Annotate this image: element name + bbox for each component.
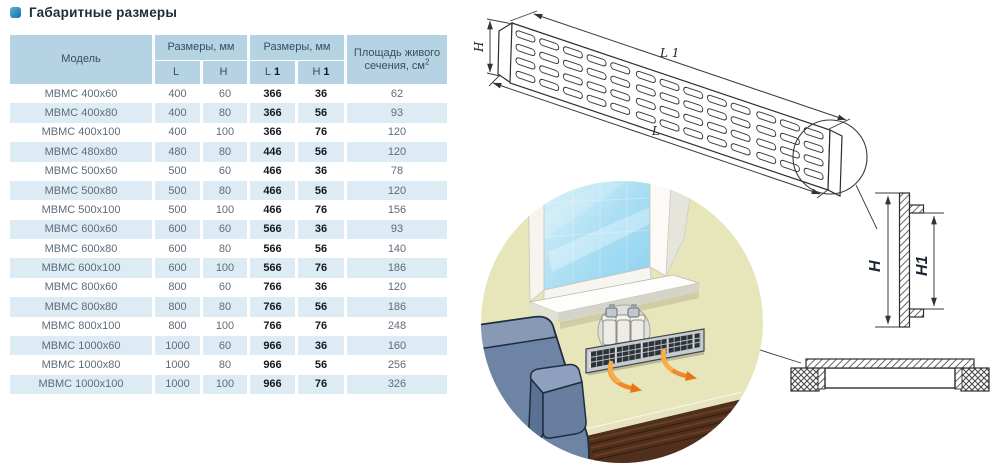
cell-h: 100 [215, 203, 235, 216]
cell-model: МВМС 600x100 [10, 258, 152, 277]
section-title-text: Габаритные размеры [29, 5, 178, 20]
cell-area: 160 [347, 336, 447, 355]
col-header-dims-lh: Размеры, мм [155, 35, 247, 60]
cell-area: 326 [347, 375, 447, 394]
cell-area: 120 [347, 181, 447, 200]
cell-area: 120 [387, 281, 407, 294]
profile-label-h: H [867, 260, 884, 272]
window-left-jamb [528, 165, 544, 302]
cell-h1: 56 [298, 142, 344, 161]
cell-h: 100 [203, 258, 247, 277]
cell-l: 1000 [155, 375, 200, 394]
cell-area: 186 [347, 258, 447, 277]
cell-h1: 76 [314, 320, 328, 333]
cross-section-drawing [757, 349, 989, 391]
cell-area: 120 [347, 142, 447, 161]
cell-h: 80 [218, 242, 232, 255]
cell-h1: 36 [298, 336, 344, 355]
cell-l: 1000 [165, 358, 190, 371]
cell-model: МВМС 500x60 [44, 165, 118, 178]
cell-model: МВМС 500x100 [41, 203, 121, 216]
cell-l: 800 [168, 320, 187, 333]
cell-l1: 966 [250, 375, 295, 394]
cell-l1: 966 [250, 336, 295, 355]
cell-h1: 56 [298, 181, 344, 200]
cell-model: МВМС 400x80 [10, 103, 152, 122]
cell-h1: 36 [314, 281, 328, 294]
cell-l: 500 [168, 165, 187, 178]
cell-l: 1000 [155, 336, 200, 355]
col-header-l: L [155, 60, 200, 84]
cell-model: МВМС 800x60 [44, 281, 118, 294]
cell-h1: 76 [298, 375, 344, 394]
cell-l1: 766 [263, 320, 282, 333]
area-label: Площадь живого сечения, $см^2$ [353, 46, 441, 72]
cell-h1: 56 [314, 358, 328, 371]
cell-l1: 566 [250, 258, 295, 277]
cell-h: 60 [218, 165, 232, 178]
cell-model: МВМС 1000x60 [10, 336, 152, 355]
cell-area: 93 [347, 220, 447, 239]
cell-h1: 76 [314, 126, 328, 139]
cell-h: 100 [215, 126, 235, 139]
cell-l1: 446 [250, 142, 295, 161]
cell-model: МВМС 600x60 [10, 220, 152, 239]
cell-h1: 36 [314, 87, 328, 100]
cell-h: 80 [203, 297, 247, 316]
cell-l: 400 [168, 87, 187, 100]
cell-l1: 566 [263, 242, 282, 255]
col-header-dims-l1h1: Размеры, мм [250, 35, 344, 60]
cell-model: МВМС 800x100 [41, 320, 121, 333]
cell-model: МВМС 480x80 [10, 142, 152, 161]
cell-model: МВМС 1000x100 [10, 375, 152, 394]
cell-model: МВМС 600x80 [44, 242, 118, 255]
cell-h1: 56 [314, 242, 328, 255]
cell-model: МВМС 400x60 [44, 87, 118, 100]
cell-l: 600 [155, 258, 200, 277]
cell-area: 186 [347, 297, 447, 316]
cell-area: 140 [387, 242, 407, 255]
col-header-model: Модель [10, 35, 152, 84]
col-header-h: H [203, 60, 247, 84]
cell-l: 400 [155, 103, 200, 122]
cell-l: 400 [168, 126, 187, 139]
cell-l: 480 [155, 142, 200, 161]
cell-area: 120 [387, 126, 407, 139]
cell-l: 800 [168, 281, 187, 294]
cell-h1: 56 [298, 103, 344, 122]
installation-illustration [455, 165, 764, 464]
cell-h: 80 [203, 142, 247, 161]
cell-model: МВМС 1000x80 [41, 358, 121, 371]
cell-h: 60 [218, 87, 232, 100]
cell-h: 60 [203, 220, 247, 239]
cell-l: 500 [168, 203, 187, 216]
cell-area: 62 [390, 87, 404, 100]
cell-h: 60 [218, 281, 232, 294]
cell-l: 800 [155, 297, 200, 316]
profile-drawing [867, 193, 944, 327]
cell-model: МВМС 800x80 [10, 297, 152, 316]
cell-h1: 76 [298, 258, 344, 277]
dim-label-l: L [652, 124, 660, 138]
cell-h1: 56 [298, 297, 344, 316]
cell-l: 600 [168, 242, 187, 255]
cell-l1: 966 [263, 358, 282, 371]
profile-label-h1: H1 [914, 255, 931, 276]
cell-h1: 76 [314, 203, 328, 216]
cell-model: МВМС 400x100 [41, 126, 121, 139]
dim-label-l1: L 1 [660, 46, 680, 60]
cell-l: 500 [155, 181, 200, 200]
cell-h: 100 [203, 375, 247, 394]
cell-model: МВМС 500x80 [10, 181, 152, 200]
cell-h1: 36 [298, 220, 344, 239]
cell-l1: 366 [263, 126, 282, 139]
col-header-l1: L 1 [250, 60, 295, 84]
cell-area: 78 [390, 165, 404, 178]
cell-h: 80 [218, 358, 232, 371]
dim-label-h: H [472, 41, 486, 52]
radiator-valve [606, 308, 617, 317]
cell-l1: 366 [263, 87, 282, 100]
cell-l1: 366 [250, 103, 295, 122]
cell-l1: 766 [250, 297, 295, 316]
cell-l1: 466 [250, 181, 295, 200]
cell-h: 60 [203, 336, 247, 355]
cell-area: 93 [347, 103, 447, 122]
cell-h: 80 [203, 103, 247, 122]
col-header-h1: H 1 [298, 60, 344, 84]
cell-h: 100 [215, 320, 235, 333]
cell-l1: 466 [263, 203, 282, 216]
cell-h: 80 [203, 181, 247, 200]
cell-area: 156 [387, 203, 407, 216]
cell-l1: 766 [263, 281, 282, 294]
cell-l1: 566 [250, 220, 295, 239]
cell-area: 256 [387, 358, 407, 371]
radiator-valve [628, 308, 639, 317]
cell-l: 600 [155, 220, 200, 239]
cell-area: 248 [387, 320, 407, 333]
cell-h1: 36 [314, 165, 328, 178]
cell-l1: 466 [263, 165, 282, 178]
